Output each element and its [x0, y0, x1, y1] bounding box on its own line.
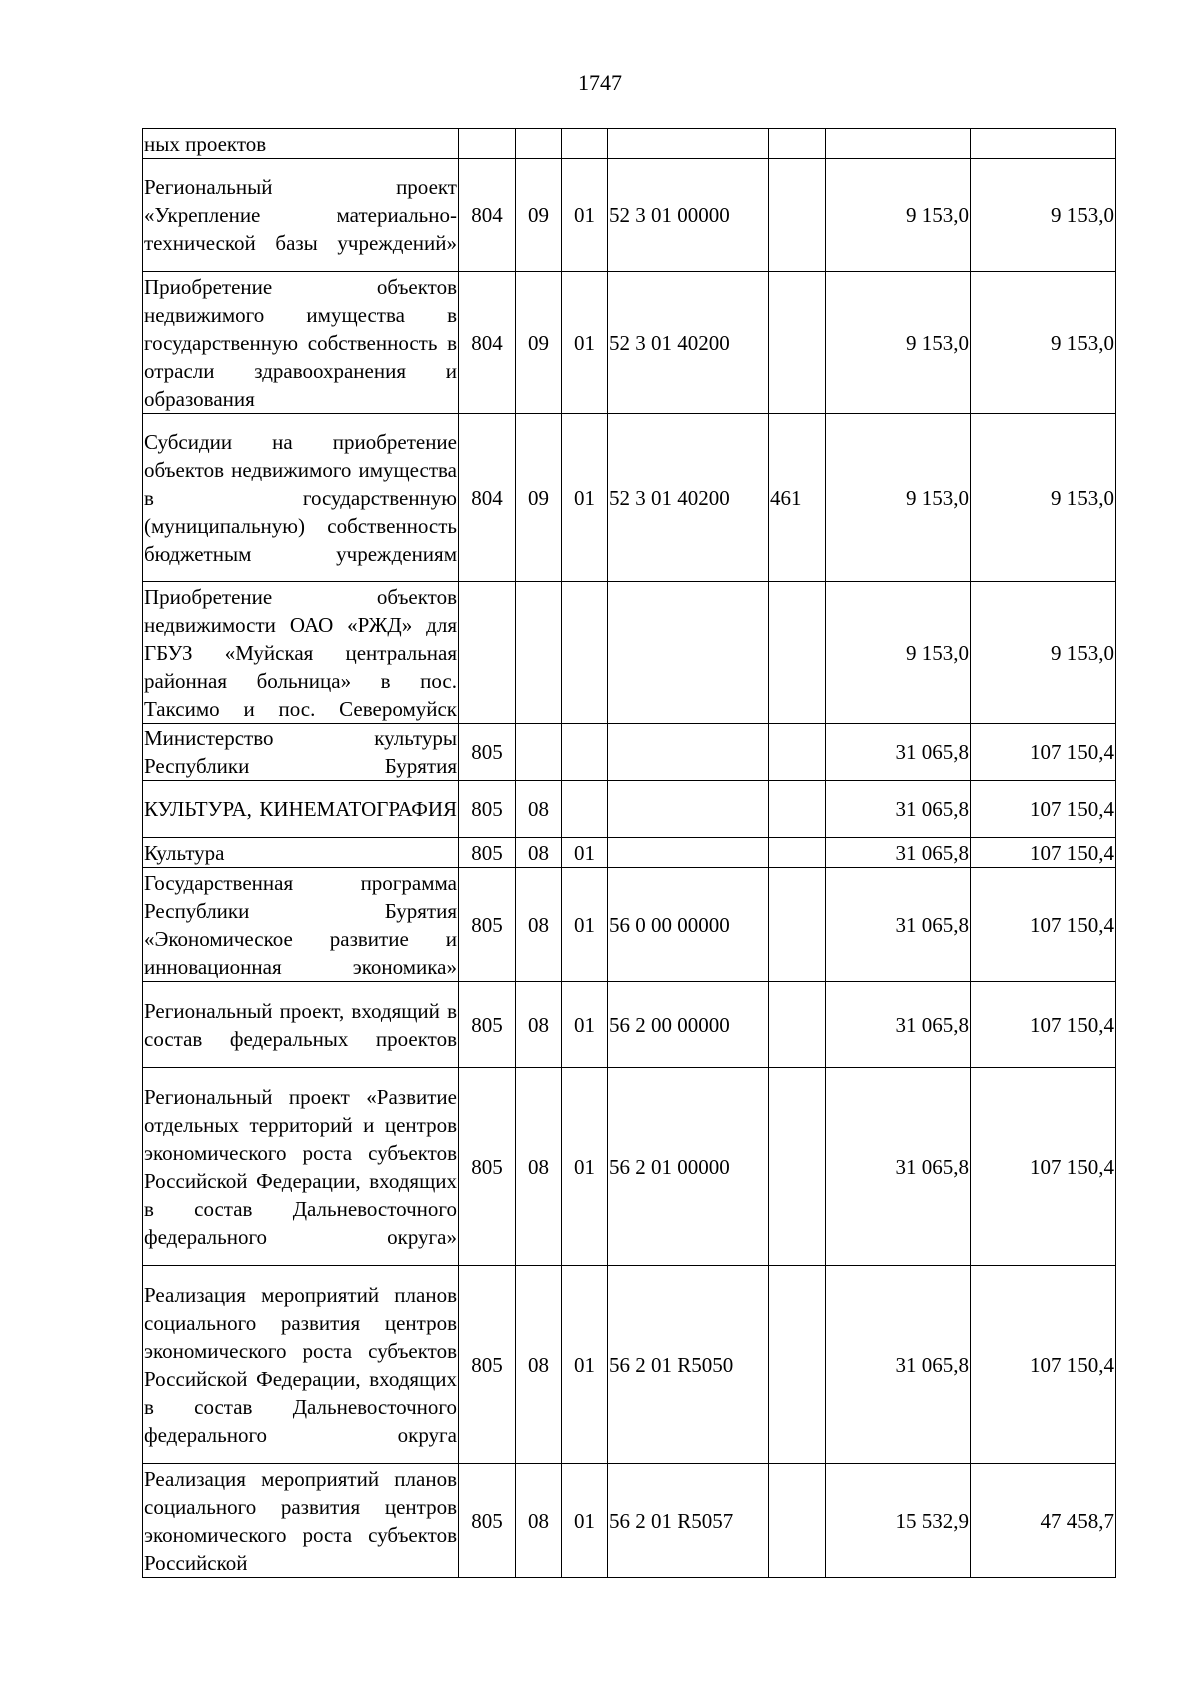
page-number: 1747 — [578, 70, 622, 95]
expense-type-code — [769, 129, 826, 159]
table-row — [143, 1068, 1116, 1266]
amount-2: 107 150,4 — [971, 1068, 1116, 1266]
row-name: Субсидии на приобретение объектов недвижимого имущества в государственную (муниципальную) собственность бюджетным учреждениям — [143, 414, 459, 582]
section-code: 08 — [516, 838, 562, 868]
ministry-code: 805 — [459, 982, 516, 1068]
subsection-code: 01 — [562, 159, 608, 272]
table-row — [143, 724, 1116, 781]
amount-1: 9 153,0 — [826, 272, 971, 414]
amount-2: 47 458,7 — [971, 1464, 1116, 1578]
table-row — [143, 868, 1116, 982]
expense-type-code — [769, 781, 826, 838]
row-name: Министерство культуры Республики Бурятия — [143, 724, 459, 781]
subsection-code: 01 — [562, 272, 608, 414]
expense-type-code — [769, 868, 826, 982]
amount-1: 31 065,8 — [826, 868, 971, 982]
table-row — [143, 838, 1116, 868]
amount-2: 107 150,4 — [971, 1266, 1116, 1464]
table-row — [143, 272, 1116, 414]
amount-1: 31 065,8 — [826, 838, 971, 868]
ministry-code: 805 — [459, 724, 516, 781]
table-row — [143, 159, 1116, 272]
section-code — [516, 724, 562, 781]
target-article-code — [608, 781, 769, 838]
target-article-code: 56 2 01 00000 — [608, 1068, 769, 1266]
amount-2: 107 150,4 — [971, 724, 1116, 781]
amount-1: 31 065,8 — [826, 724, 971, 781]
amount-1: 9 153,0 — [826, 414, 971, 582]
row-name: ных проектов — [143, 129, 459, 159]
subsection-code: 01 — [562, 414, 608, 582]
section-code: 08 — [516, 781, 562, 838]
expense-type-code — [769, 272, 826, 414]
row-name: Приобретение объектов недвижимости ОАО «РЖД» для ГБУЗ «Муйская центральная районная больница» в пос. Таксимо и пос. Северомуйск — [143, 582, 459, 724]
table-row — [143, 582, 1116, 724]
expense-type-code — [769, 838, 826, 868]
target-article-code — [608, 129, 769, 159]
section-code: 09 — [516, 272, 562, 414]
ministry-code: 804 — [459, 159, 516, 272]
ministry-code — [459, 582, 516, 724]
expense-type-code — [769, 982, 826, 1068]
amount-2 — [971, 129, 1116, 159]
expense-type-code — [769, 724, 826, 781]
subsection-code — [562, 129, 608, 159]
table-row — [143, 982, 1116, 1068]
amount-1 — [826, 129, 971, 159]
row-name: Реализация мероприятий планов социального развития центров экономического роста субъектов Российской — [143, 1464, 459, 1578]
target-article-code: 56 2 01 R5050 — [608, 1266, 769, 1464]
amount-2: 9 153,0 — [971, 159, 1116, 272]
target-article-code: 52 3 01 40200 — [608, 414, 769, 582]
subsection-code: 01 — [562, 1464, 608, 1578]
ministry-code: 805 — [459, 1068, 516, 1266]
expense-type-code — [769, 1068, 826, 1266]
row-name: Региональный проект «Развитие отдельных территорий и центров экономического роста субъектов Российской Федерации, входящих в состав Дальневосточного федерального округа» — [143, 1068, 459, 1266]
subsection-code: 01 — [562, 838, 608, 868]
subsection-code — [562, 582, 608, 724]
amount-1: 9 153,0 — [826, 159, 971, 272]
amount-2: 9 153,0 — [971, 272, 1116, 414]
table-row — [143, 781, 1116, 838]
table-row — [143, 414, 1116, 582]
row-name: Региональный проект, входящий в состав федеральных проектов — [143, 982, 459, 1068]
amount-2: 9 153,0 — [971, 582, 1116, 724]
amount-1: 9 153,0 — [826, 582, 971, 724]
section-code: 08 — [516, 1068, 562, 1266]
amount-2: 107 150,4 — [971, 868, 1116, 982]
row-name: КУЛЬТУРА, КИНЕМАТОГРАФИЯ — [143, 781, 459, 838]
amount-1: 31 065,8 — [826, 1266, 971, 1464]
subsection-code: 01 — [562, 868, 608, 982]
expense-type-code: 461 — [769, 414, 826, 582]
table-row — [143, 1266, 1116, 1464]
row-name: Культура — [143, 838, 459, 868]
ministry-code: 805 — [459, 1464, 516, 1578]
expense-type-code — [769, 159, 826, 272]
amount-2: 9 153,0 — [971, 414, 1116, 582]
target-article-code: 52 3 01 40200 — [608, 272, 769, 414]
amount-2: 107 150,4 — [971, 781, 1116, 838]
amount-1: 31 065,8 — [826, 1068, 971, 1266]
target-article-code: 56 2 01 R5057 — [608, 1464, 769, 1578]
expense-type-code — [769, 1266, 826, 1464]
target-article-code: 56 0 00 00000 — [608, 868, 769, 982]
subsection-code: 01 — [562, 1266, 608, 1464]
row-name: Региональный проект «Укрепление материально-технической базы учреждений» — [143, 159, 459, 272]
amount-2: 107 150,4 — [971, 982, 1116, 1068]
section-code: 09 — [516, 414, 562, 582]
target-article-code — [608, 582, 769, 724]
target-article-code: 56 2 00 00000 — [608, 982, 769, 1068]
table-row — [143, 129, 1116, 159]
section-code: 08 — [516, 1464, 562, 1578]
amount-1: 15 532,9 — [826, 1464, 971, 1578]
ministry-code — [459, 129, 516, 159]
amount-2: 107 150,4 — [971, 838, 1116, 868]
budget-table — [142, 128, 1116, 1578]
ministry-code: 805 — [459, 868, 516, 982]
target-article-code — [608, 724, 769, 781]
target-article-code: 52 3 01 00000 — [608, 159, 769, 272]
budget-table-body — [143, 129, 1116, 1578]
ministry-code: 805 — [459, 838, 516, 868]
ministry-code: 804 — [459, 272, 516, 414]
row-name: Реализация мероприятий планов социального развития центров экономического роста субъектов Российской Федерации, входящих в состав Дальневосточного федерального округа — [143, 1266, 459, 1464]
section-code: 08 — [516, 1266, 562, 1464]
amount-1: 31 065,8 — [826, 982, 971, 1068]
section-code: 09 — [516, 159, 562, 272]
expense-type-code — [769, 582, 826, 724]
section-code — [516, 582, 562, 724]
subsection-code: 01 — [562, 1068, 608, 1266]
ministry-code: 805 — [459, 781, 516, 838]
ministry-code: 804 — [459, 414, 516, 582]
section-code: 08 — [516, 982, 562, 1068]
table-row — [143, 1464, 1116, 1578]
subsection-code — [562, 781, 608, 838]
section-code — [516, 129, 562, 159]
amount-1: 31 065,8 — [826, 781, 971, 838]
section-code: 08 — [516, 868, 562, 982]
row-name: Государственная программа Республики Бурятия «Экономическое развитие и инновационная экономика» — [143, 868, 459, 982]
expense-type-code — [769, 1464, 826, 1578]
subsection-code: 01 — [562, 982, 608, 1068]
row-name: Приобретение объектов недвижимого имущества в государственную собственность в отрасли здравоохранения и образования — [143, 272, 459, 414]
ministry-code: 805 — [459, 1266, 516, 1464]
subsection-code — [562, 724, 608, 781]
target-article-code — [608, 838, 769, 868]
